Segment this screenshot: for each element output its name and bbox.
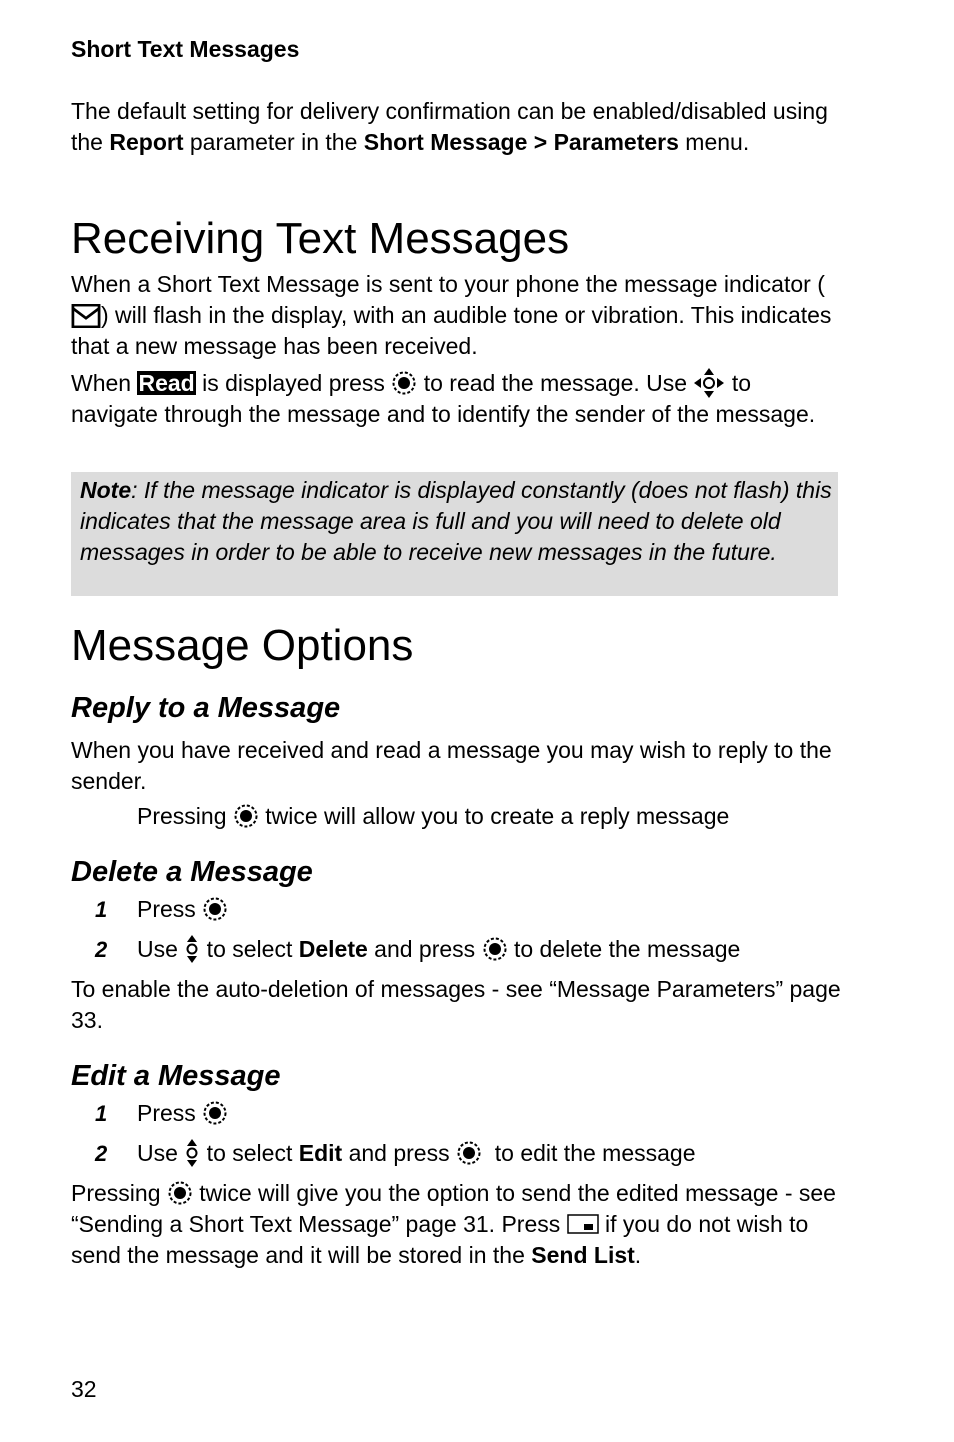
intro-text-3: menu. [678,129,750,155]
receiving-heading: Receiving Text Messages [71,214,570,263]
edit-heading: Edit a Message [71,1060,281,1092]
delete-step-1-text: Press [137,896,203,922]
intro-text-1: The default setting for delivery confirmation can be enabled/disabled using the [71,98,828,155]
receiving-text-2c: to read the message. Use [417,370,694,396]
edit-after-paragraph [71,1178,841,1271]
report-term: Report [109,129,184,155]
options-heading: Message Options [71,621,414,670]
edit-after-text-d: . [634,1242,642,1268]
reply-paragraph: When you have received and read a message you may wish to reply to the sender. [71,737,832,794]
reply-instruction-a: Pressing [137,803,233,829]
edit-after-text-c: if you do not wish to send the message and it will be stored in the [71,1211,809,1268]
edit-step-1-text: Press [137,1100,203,1126]
delete-step-2-text-b: to select [200,936,299,962]
delete-step-2-text-c: and press [367,936,482,962]
delete-step-1 [137,894,228,925]
delete-step-2 [137,934,740,965]
delete-step-2-text-d: to delete the message [507,936,741,962]
edit-step-2-text-d: to edit the message [481,1140,696,1166]
edit-after-text-b: twice will give you the option to send the edited message - see “Sending a Short Text Message” page 31. Press [71,1180,836,1237]
select-button-icon [202,1100,228,1126]
reply-instruction-b: twice will allow you to create a reply message [258,803,730,829]
delete-step-1-number: 1 [95,897,108,922]
edit-step-2-text-c: and press [342,1140,456,1166]
soft-key-icon [567,1214,599,1234]
message-envelope-icon [71,304,101,328]
note-text: : If the message indicator is displayed constantly (does not flash) this indicates that the message area is full and you will need to delete old messages in order to be able to receive new messages in the future. [80,477,832,565]
edit-step-1 [137,1098,228,1129]
running-header: Short Text Messages [71,36,300,62]
send-list-term: Send List [531,1242,635,1268]
edit-step-2-number: 2 [95,1141,108,1166]
up-down-navigation-icon [184,1138,200,1168]
reply-heading: Reply to a Message [71,692,341,724]
receiving-paragraph-2 [71,367,841,430]
intro-text-2: parameter in the [183,129,364,155]
receiving-text-1a: When a Short Text Message is sent to your phone the message indicator ( [71,271,825,297]
receiving-text-2a: When [71,370,138,396]
four-way-navigation-icon [693,367,725,399]
select-button-icon [233,803,259,829]
edit-step-1-number: 1 [95,1101,108,1126]
select-button-icon [202,896,228,922]
select-button-icon [391,370,417,396]
receiving-text-2d: to navigate through the message and to identify the sender of the message. [71,370,816,427]
page-number: 32 [71,1376,97,1402]
up-down-navigation-icon [184,934,200,964]
receiving-paragraph-1 [71,269,841,362]
receiving-text-1b: ) will flash in the display, with an audible tone or vibration. This indicates that a new message has been received. [71,302,832,359]
select-button-icon [167,1180,193,1206]
note-label: Note [80,477,132,503]
edit-step-2-text-b: to select [200,1140,299,1166]
read-softkey-label: Read [138,370,195,396]
delete-step-2-number: 2 [95,937,108,962]
edit-term: Edit [298,1140,343,1166]
edit-step-2-text-a: Use [137,1140,185,1166]
select-button-icon [456,1140,482,1166]
delete-term: Delete [298,936,368,962]
receiving-text-2b: is displayed press [195,370,392,396]
note-box [71,472,838,596]
reply-instruction [137,801,729,832]
edit-step-2 [137,1138,696,1169]
edit-after-text-a: Pressing [71,1180,167,1206]
delete-step-2-text-a: Use [137,936,185,962]
menu-path: Short Message > Parameters [363,129,679,155]
select-button-icon [482,936,508,962]
delete-heading: Delete a Message [71,856,313,888]
delete-after-paragraph: To enable the auto-deletion of messages - see “Message Parameters” page 33. [71,976,841,1033]
intro-paragraph [71,96,841,158]
